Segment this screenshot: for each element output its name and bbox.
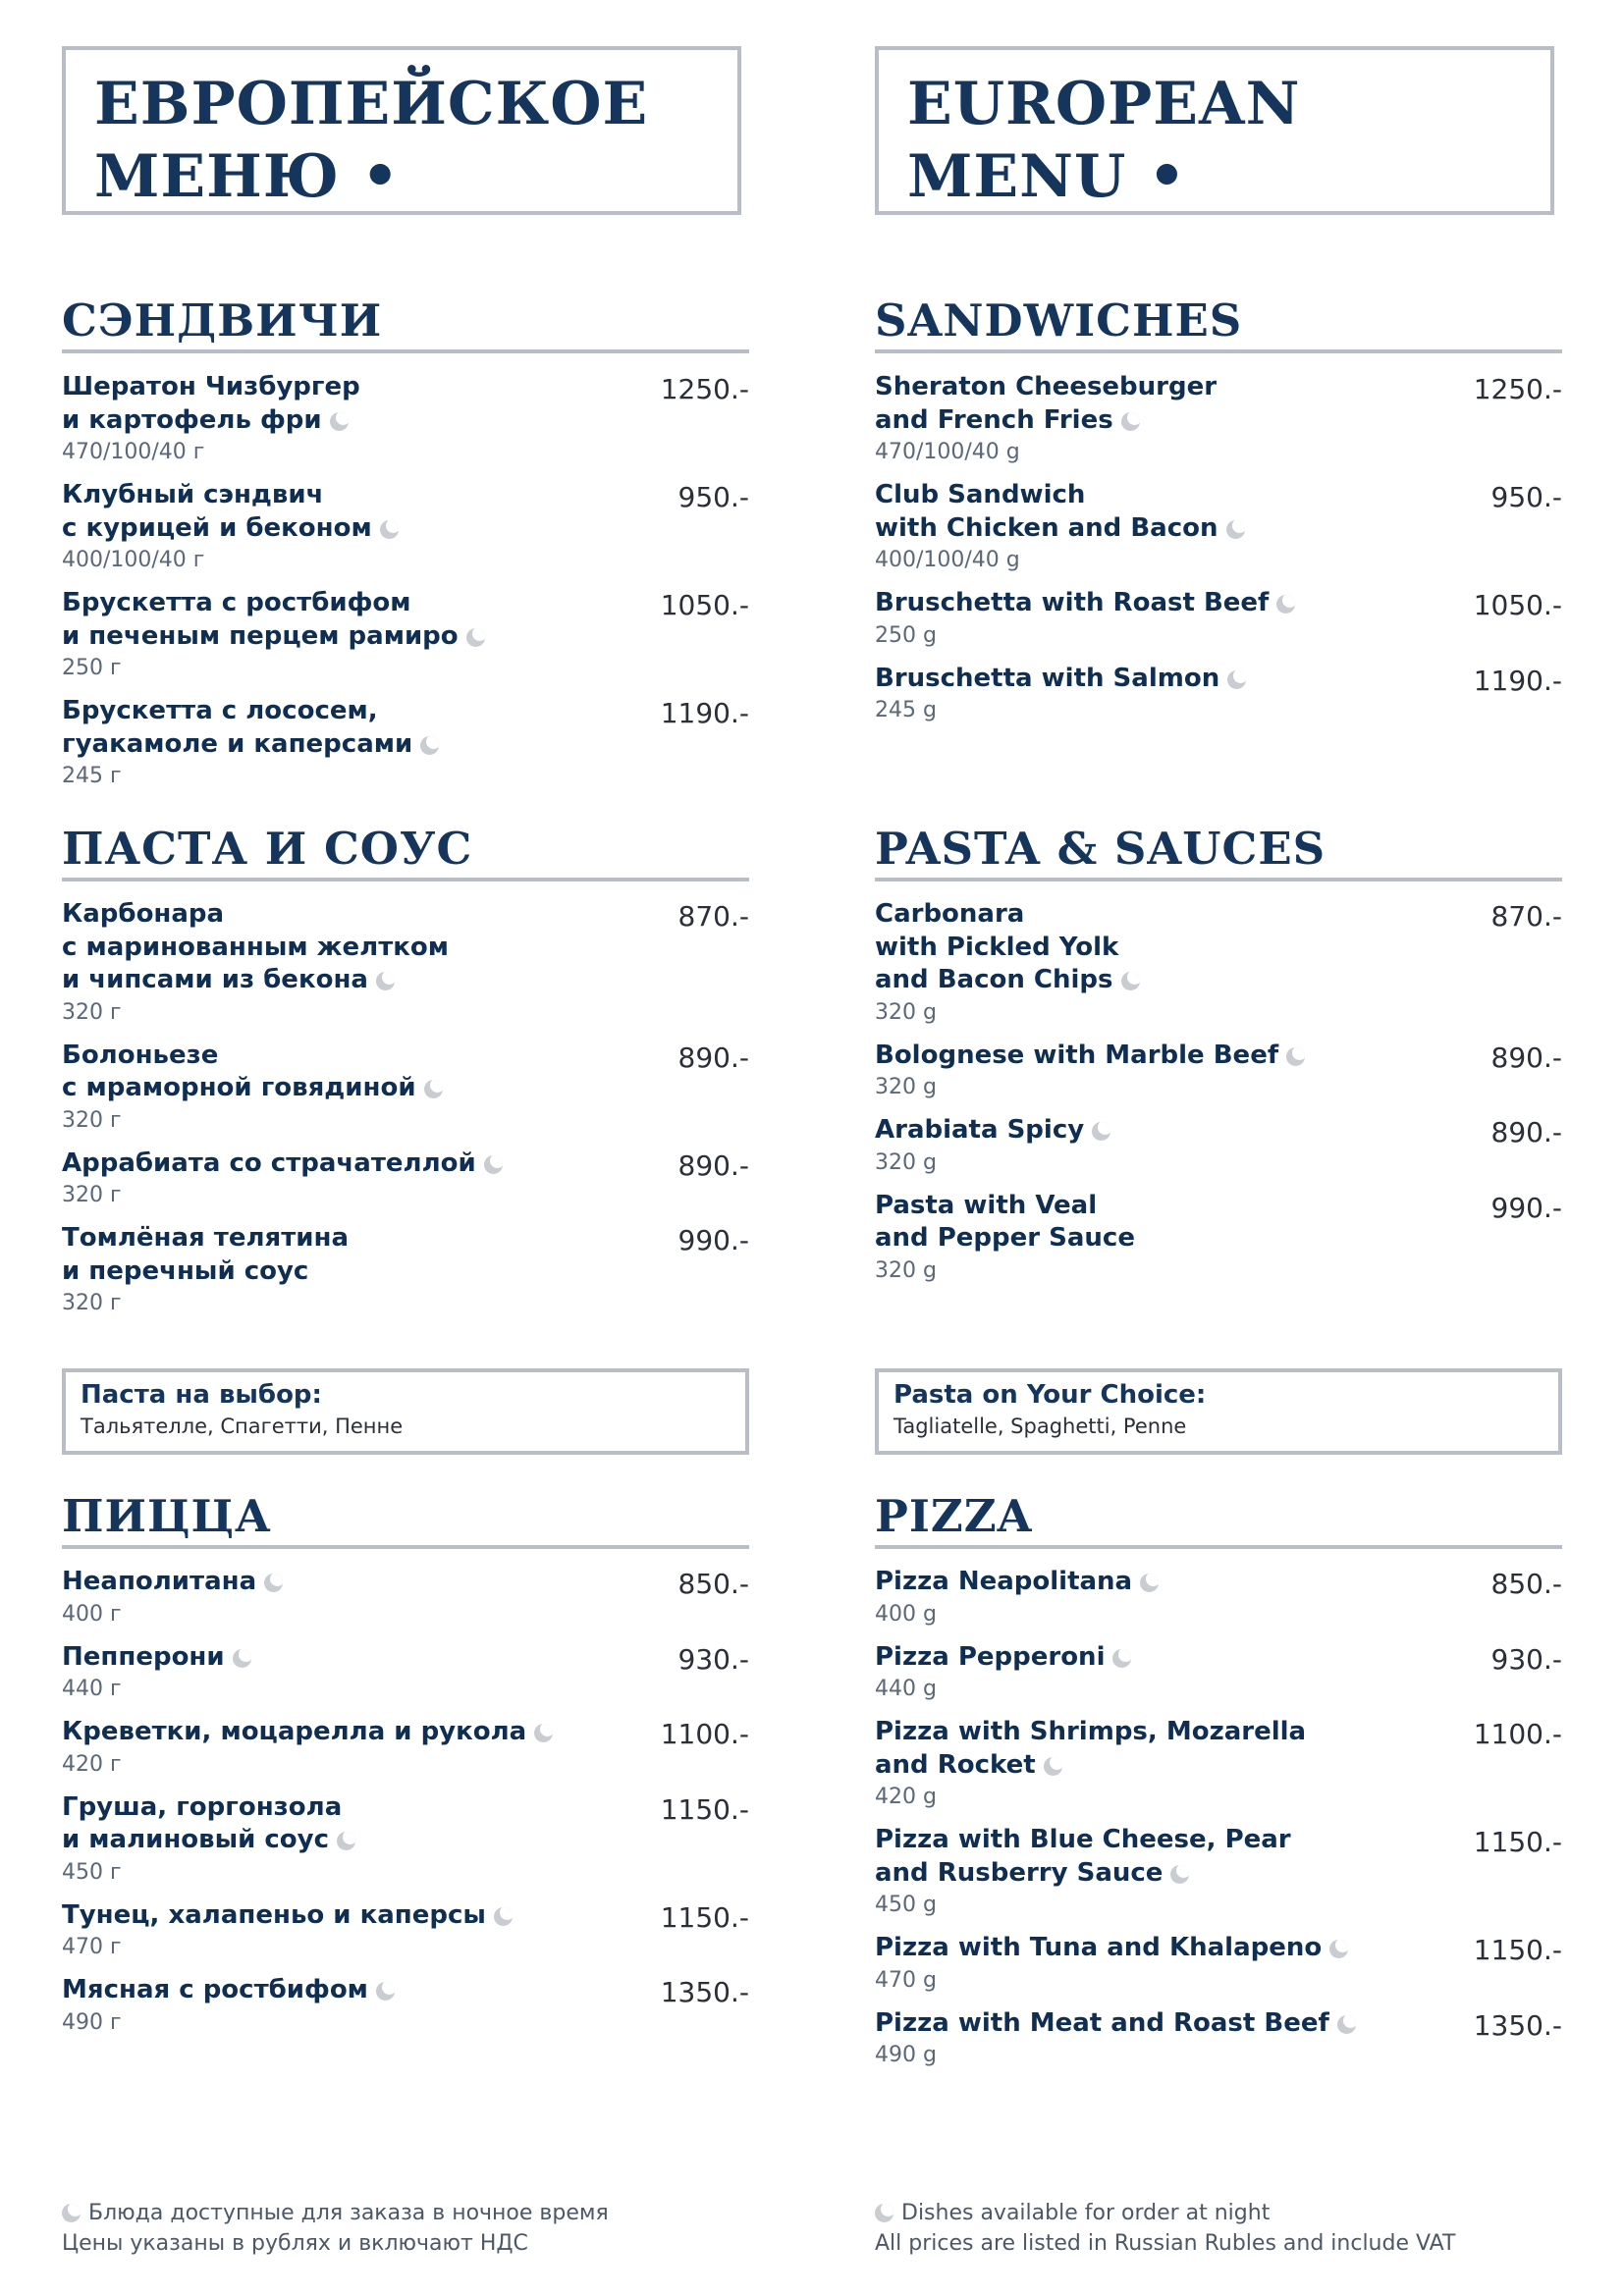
item-name-text: Карбонара с маринованным желтком и чипсами из бекона (62, 899, 450, 994)
item-name-text: Pizza with Meat and Roast Beef (875, 2007, 1329, 2038)
moon-icon (1044, 1757, 1062, 1776)
item-price: 890.- (1490, 1116, 1562, 1148)
item-price: 1150.- (1473, 1934, 1562, 1966)
item-price: 1100.- (660, 1718, 749, 1750)
pasta-list (875, 898, 1562, 1298)
moon-icon (1286, 1047, 1305, 1066)
item-weight: 400/100/40 g (875, 548, 1020, 572)
item-price: 1150.- (660, 1792, 749, 1826)
item-weight: 400/100/40 г (62, 548, 205, 572)
moon-icon (330, 412, 349, 431)
item-name-text: Pasta with Veal and Pepper Sauce (875, 1190, 1135, 1253)
pizza-list (875, 1566, 1562, 2082)
item-name-text: Шератон Чизбургер и картофель фри (62, 372, 360, 435)
item-price: 890.- (677, 1041, 749, 1074)
menu-item (875, 479, 1562, 576)
item-name-text: Bruschetta with Roast Beef (875, 588, 1270, 617)
menu-item (875, 1040, 1562, 1104)
menu-item (62, 1974, 749, 2039)
item-name-text: Club Sandwich with Chicken and Bacon (875, 480, 1218, 543)
footer-night-text: Блюда доступные для заказа в ночное время (88, 2201, 609, 2225)
item-weight: 320 g (875, 1149, 937, 1175)
item-price: 870.- (677, 900, 749, 933)
item-name (875, 479, 1454, 545)
item-weight: 470/100/40 g (875, 440, 1020, 464)
item-name-text: Брускетта с ростбифом и печеным перцем рамиро (62, 588, 459, 651)
item-name (62, 371, 641, 437)
item-name-text: Тунец, халапеньо и каперсы (62, 1899, 486, 1930)
menu-item (62, 1148, 749, 1212)
item-name-text: Брускетта с лососем, гуакамоле и каперсами (62, 696, 413, 759)
item-name (875, 371, 1454, 437)
item-price: 950.- (1490, 481, 1562, 513)
section-heading-sandwiches: СЭНДВИЧИ (62, 294, 749, 353)
menu-item (875, 371, 1562, 468)
menu-item (62, 479, 749, 576)
section-heading-pasta: PASTA & SAUCES (875, 823, 1562, 881)
title-box (875, 46, 1554, 215)
item-name-text: Pizza with Blue Cheese, Pear and Rusberry Sauce (875, 1825, 1291, 1888)
item-name (62, 695, 641, 761)
section-heading-pizza: PIZZA (875, 1490, 1562, 1549)
item-price: 990.- (677, 1224, 749, 1256)
item-weight: 490 г (62, 2009, 122, 2035)
item-price: 1190.- (660, 697, 749, 729)
menu-item (875, 1932, 1562, 1997)
footer-prices-note: All prices are listed in Russian Rubles and include VAT (875, 2231, 1456, 2256)
section-heading-pasta: ПАСТА И СОУС (62, 823, 749, 881)
item-name (875, 898, 1454, 997)
item-name (875, 1566, 1454, 1599)
moon-icon (1170, 1865, 1189, 1884)
item-weight: 320 г (62, 1183, 122, 1207)
moon-icon (1121, 972, 1140, 990)
item-price: 1190.- (1473, 664, 1562, 697)
menu-item (875, 1566, 1562, 1630)
note-text: Tagliatelle, Spaghetti, Penne (893, 1415, 1187, 1438)
item-weight: 245 g (875, 698, 937, 722)
item-price: 850.- (677, 1568, 749, 1600)
item-price: 1050.- (1473, 589, 1562, 621)
item-name-text: Bolognese with Marble Beef (875, 1040, 1279, 1070)
item-name (875, 2007, 1454, 2041)
item-price: 930.- (1490, 1642, 1562, 1676)
menu-item (62, 1566, 749, 1630)
item-weight: 320 г (62, 999, 122, 1025)
item-weight: 420 г (62, 1751, 122, 1777)
item-name-text: Мясная с ростбифом (62, 1975, 368, 2004)
item-price: 930.- (677, 1642, 749, 1676)
item-price: 950.- (677, 481, 749, 513)
title-box (62, 46, 741, 215)
item-weight: 400 г (62, 1601, 122, 1627)
item-name (875, 1824, 1454, 1890)
moon-icon (233, 1649, 251, 1668)
item-weight: 450 г (62, 1859, 122, 1885)
moon-icon (420, 736, 439, 755)
moon-icon (62, 2204, 81, 2222)
menu-item (875, 1641, 1562, 1706)
menu-item (62, 1791, 749, 1889)
menu-item (62, 695, 749, 792)
moon-icon (376, 972, 395, 990)
item-name-text: Клубный сэндвич с курицей и беконом (62, 480, 372, 543)
item-name (62, 1566, 641, 1599)
item-price: 1150.- (1473, 1826, 1562, 1858)
item-name-text: Аррабиата со страчателлой (62, 1148, 476, 1178)
item-weight: 250 г (62, 656, 122, 680)
footer-night-text: Dishes available for order at night (901, 2201, 1271, 2225)
item-weight: 320 g (875, 999, 937, 1025)
menu-item (875, 1114, 1562, 1179)
menu-title: ЕВРОПЕЙСКОЕ МЕНЮ • (94, 70, 649, 211)
pizza-list (62, 1566, 749, 2050)
item-price: 1350.- (1473, 2008, 1562, 2042)
pasta-choice-note (875, 1368, 1562, 1455)
item-name (875, 1716, 1454, 1782)
item-price: 1150.- (660, 1900, 749, 1934)
item-name-text: Pizza Neapolitana (875, 1567, 1133, 1596)
item-weight: 470/100/40 г (62, 440, 205, 464)
moon-icon (264, 1574, 283, 1592)
item-name (875, 587, 1454, 620)
item-weight: 420 g (875, 1785, 937, 1809)
footer-prices-note: Цены указаны в рублях и включают НДС (62, 2231, 528, 2256)
item-name-text: Pizza with Shrimps, Mozarella and Rocket (875, 1717, 1307, 1780)
item-name-text: Болоньезе с мраморной говядиной (62, 1040, 416, 1102)
note-title: Паста на выбор: (81, 1380, 322, 1410)
item-name-text: Pizza Pepperoni (875, 1641, 1106, 1672)
item-name (62, 1791, 641, 1857)
moon-icon (376, 1982, 395, 2001)
moon-icon (484, 1155, 503, 1174)
menu-item (875, 663, 1562, 727)
item-name (875, 1641, 1454, 1675)
item-name (62, 1716, 641, 1749)
moon-icon (1276, 595, 1295, 614)
menu-item (62, 1716, 749, 1781)
item-name (62, 1899, 641, 1933)
item-name (62, 479, 641, 545)
menu-item (62, 371, 749, 468)
menu-item (875, 2007, 1562, 2072)
moon-icon (1092, 1122, 1110, 1141)
item-price: 1350.- (660, 1976, 749, 2008)
moon-icon (1329, 1940, 1348, 1958)
item-weight: 440 g (875, 1677, 937, 1701)
item-price: 1250.- (1473, 373, 1562, 405)
menu-item (875, 1190, 1562, 1287)
item-name (875, 1190, 1454, 1255)
section-heading-pizza: ПИЦЦА (62, 1490, 749, 1549)
item-weight: 470 g (875, 1967, 937, 1993)
menu-item (62, 1899, 749, 1964)
item-name (62, 1974, 641, 2007)
menu-item (875, 587, 1562, 652)
item-price: 1050.- (660, 589, 749, 621)
item-name (875, 1040, 1454, 1073)
item-name (62, 1148, 641, 1181)
item-price: 1250.- (660, 373, 749, 405)
item-name-text: Неаполитана (62, 1567, 257, 1596)
moon-icon (380, 520, 399, 539)
moon-icon (1140, 1574, 1159, 1592)
note-text: Тальятелле, Спагетти, Пенне (81, 1415, 404, 1438)
moon-icon (1227, 670, 1246, 689)
item-name (875, 1932, 1454, 1965)
sandwiches-list (875, 371, 1562, 737)
footer (62, 2198, 749, 2259)
item-weight: 440 г (62, 1677, 122, 1701)
item-name-text: Пепперони (62, 1641, 225, 1672)
footer (875, 2198, 1562, 2259)
item-price: 990.- (1490, 1191, 1562, 1224)
moon-icon (466, 628, 485, 647)
item-weight: 245 г (62, 764, 122, 788)
item-weight: 320 g (875, 1257, 937, 1283)
item-name-text: Arabiata Spicy (875, 1115, 1085, 1145)
menu-item (875, 1716, 1562, 1813)
item-name-text: Bruschetta with Salmon (875, 663, 1220, 693)
moon-icon (1226, 520, 1245, 539)
item-weight: 320 г (62, 1107, 122, 1133)
item-price: 890.- (677, 1148, 749, 1182)
item-name (62, 587, 641, 653)
footer-night-note (62, 2198, 749, 2228)
item-weight: 470 г (62, 1935, 122, 1959)
item-name (62, 898, 641, 997)
moon-icon (1121, 412, 1140, 431)
moon-icon (1337, 2015, 1356, 2034)
item-weight: 320 г (62, 1291, 122, 1315)
note-title: Pasta on Your Choice: (893, 1380, 1207, 1410)
item-weight: 450 g (875, 1893, 937, 1917)
item-weight: 400 g (875, 1601, 937, 1627)
menu-item (62, 1641, 749, 1706)
section-heading-sandwiches: SANDWICHES (875, 294, 1562, 353)
item-name-text: Креветки, моцарелла и рукола (62, 1717, 527, 1746)
menu-item (62, 1222, 749, 1319)
item-name-text: Sheraton Cheeseburger and French Fries (875, 372, 1218, 435)
item-price: 1100.- (1473, 1718, 1562, 1750)
item-name (62, 1040, 641, 1105)
item-name-text: Груша, горгонзола и малиновый соус (62, 1791, 343, 1854)
menu-item (62, 1040, 749, 1137)
item-name (875, 1114, 1454, 1148)
item-name-text: Томлёная телятина и перечный соус (62, 1223, 350, 1286)
pasta-choice-note (62, 1368, 749, 1455)
menu-item (62, 898, 749, 1029)
moon-icon (875, 2204, 893, 2222)
moon-icon (494, 1907, 513, 1926)
moon-icon (1112, 1649, 1131, 1668)
moon-icon (337, 1832, 355, 1850)
item-name-text: Carbonara with Pickled Yolk and Bacon Chips (875, 899, 1119, 994)
sandwiches-list (62, 371, 749, 803)
moon-icon (424, 1080, 443, 1098)
item-name (62, 1641, 641, 1675)
item-weight: 250 g (875, 622, 937, 648)
item-weight: 490 g (875, 2043, 937, 2067)
item-weight: 320 g (875, 1075, 937, 1099)
item-name-text: Pizza with Tuna and Khalapeno (875, 1933, 1323, 1962)
footer-night-note (875, 2198, 1562, 2228)
item-price: 850.- (1490, 1568, 1562, 1600)
menu-item (875, 1824, 1562, 1921)
item-name (62, 1222, 641, 1288)
item-name (875, 663, 1454, 696)
menu-title: EUROPEAN MENU • (907, 70, 1301, 211)
item-price: 870.- (1490, 900, 1562, 933)
pasta-list (62, 898, 749, 1330)
menu-item (875, 898, 1562, 1029)
moon-icon (534, 1724, 553, 1742)
item-price: 890.- (1490, 1041, 1562, 1074)
menu-item (62, 587, 749, 684)
